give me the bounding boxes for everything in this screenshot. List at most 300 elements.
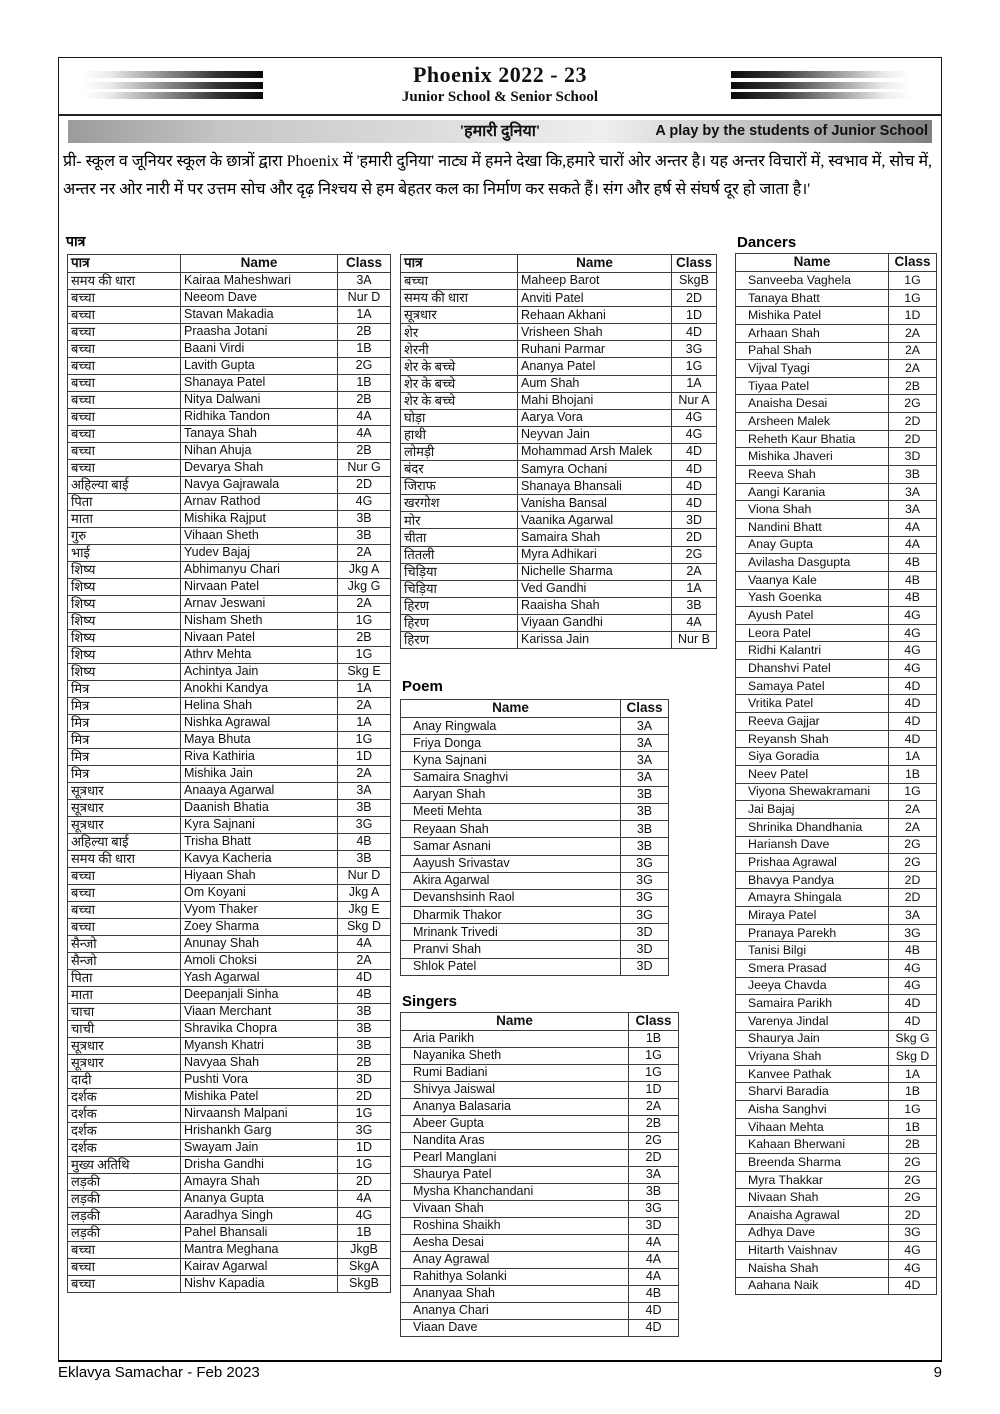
table-cell: बच्चा (68, 290, 181, 307)
table-cell: Mishika Jhaveri (736, 448, 889, 466)
table-cell: 4G (338, 1208, 391, 1225)
table-row (68, 375, 391, 392)
header-row (401, 700, 669, 718)
table-row (68, 1055, 391, 1072)
table-cell: 4A (338, 409, 391, 426)
table-cell: दर्शक (68, 1140, 181, 1157)
table-cell: JkgB (338, 1242, 391, 1259)
table-row (401, 495, 717, 512)
table-cell: बच्चा (68, 919, 181, 936)
table-cell: गुरु (68, 528, 181, 545)
table-cell: Ved Gandhi (518, 580, 672, 597)
table-cell: 3B (338, 800, 391, 817)
table-row (401, 735, 669, 752)
table-cell: अहिल्या बाई (68, 834, 181, 851)
table-cell: 4D (889, 1277, 937, 1295)
table-cell: Samar Asnani (401, 838, 621, 855)
table-cell: 4G (889, 959, 937, 977)
table-cell: Nishv Kapadia (181, 1276, 338, 1293)
table-cell: 4B (889, 942, 937, 960)
table-cell: अहिल्या बाई (68, 477, 181, 494)
table-cell: Neev Patel (736, 765, 889, 783)
table-row (68, 681, 391, 698)
table-cell: Om Koyani (181, 885, 338, 902)
table-row (401, 838, 669, 855)
section-label-poem: Poem (402, 678, 443, 695)
table-cell: Navya Gajrawala (181, 477, 338, 494)
table-cell: 2A (889, 801, 937, 819)
table-row (736, 518, 937, 536)
table-row (736, 289, 937, 307)
table-row (736, 624, 937, 642)
table-cell: चिड़िया (401, 563, 518, 580)
table-row (401, 426, 717, 443)
table-cell: 1D (338, 1140, 391, 1157)
table-row (736, 977, 937, 995)
column-header: Name (401, 1013, 629, 1031)
table-cell: हिरण (401, 631, 518, 648)
column-header: Class (629, 1013, 679, 1031)
table-cell: Pearl Manglani (401, 1150, 629, 1167)
table-cell: 3D (621, 941, 669, 958)
table-cell: 3A (338, 783, 391, 800)
table-cell: बच्चा (68, 885, 181, 902)
table-row (736, 466, 937, 484)
table-row (736, 483, 937, 501)
table-cell: 4D (672, 495, 717, 512)
table-row (401, 1269, 679, 1286)
table-cell: Mishika Rajput (181, 511, 338, 528)
table-cell: 3G (621, 872, 669, 889)
table-cell: शिष्य (68, 647, 181, 664)
table-cell: Vivaan Shah (401, 1201, 629, 1218)
table-row (68, 443, 391, 460)
table-row (736, 324, 937, 342)
table-cell: 1B (338, 341, 391, 358)
table-cell: Sharvi Baradia (736, 1083, 889, 1101)
table-cell: Rahithya Solanki (401, 1269, 629, 1286)
table-cell: Baani Virdi (181, 341, 338, 358)
table-cell: Trisha Bhatt (181, 834, 338, 851)
table-cell: 4D (889, 730, 937, 748)
table-cell: Roshina Shaikh (401, 1218, 629, 1235)
table-cell: 4D (672, 443, 717, 460)
table-cell: Yash Goenka (736, 589, 889, 607)
table-cell: बंदर (401, 461, 518, 478)
table-row (401, 855, 669, 872)
table-cell: Dharmik Thakor (401, 907, 621, 924)
table-cell: दर्शक (68, 1123, 181, 1140)
table-cell: Vyom Thaker (181, 902, 338, 919)
table-cell: 3B (629, 1184, 679, 1201)
table-row (401, 324, 717, 341)
table-cell: Arnav Jeswani (181, 596, 338, 613)
table-row (68, 664, 391, 681)
table-row (736, 571, 937, 589)
table-cell: Nichelle Sharma (518, 563, 672, 580)
table-cell: Arhaan Shah (736, 324, 889, 342)
table-cell: 4B (889, 554, 937, 572)
table-cell: Friya Donga (401, 735, 621, 752)
table-cell: 4G (889, 607, 937, 625)
table-row (68, 732, 391, 749)
table-row (68, 579, 391, 596)
table-cell: 1A (672, 375, 717, 392)
table-cell: 3A (621, 752, 669, 769)
table-row (68, 613, 391, 630)
table-cell: Shrinika Dhandhania (736, 818, 889, 836)
table-row (736, 1083, 937, 1101)
table-cell: Samaira Snaghvi (401, 769, 621, 786)
table-row (736, 783, 937, 801)
table-row (401, 409, 717, 426)
table-row (401, 563, 717, 580)
table-cell: बच्चा (68, 358, 181, 375)
table-cell: Amoli Choksi (181, 953, 338, 970)
table-cell: बच्चा (68, 902, 181, 919)
table-cell: Pranvi Shah (401, 941, 621, 958)
table-cell: बच्चा (68, 1242, 181, 1259)
table-cell: 3B (338, 851, 391, 868)
footer-issue-label: Eklavya Samachar - Feb 2023 (58, 1364, 260, 1381)
table-cell: Pushti Vora (181, 1072, 338, 1089)
table-row (401, 1184, 679, 1201)
table-cell: Pahal Shah (736, 342, 889, 360)
masthead (59, 58, 941, 116)
table-cell: बच्चा (68, 324, 181, 341)
table-row (401, 1252, 679, 1269)
table-cell: 4A (338, 426, 391, 443)
table-row (401, 1167, 679, 1184)
table-cell: Skg G (889, 1030, 937, 1048)
table-cell: मित्र (68, 698, 181, 715)
table-cell: Mysha Khanchandani (401, 1184, 629, 1201)
table-cell: मुख्य अतिथि (68, 1157, 181, 1174)
table-cell: बच्चा (68, 392, 181, 409)
table-cell: 2B (338, 443, 391, 460)
table-cell: 4G (889, 624, 937, 642)
table-cell: जिराफ (401, 478, 518, 495)
table-cell: 1G (889, 289, 937, 307)
table-cell: Reyansh Shah (736, 730, 889, 748)
header-row (401, 1013, 679, 1031)
table-cell: Anviti Patel (518, 290, 672, 307)
table-row (736, 959, 937, 977)
table-cell: Myra Thakkar (736, 1171, 889, 1189)
table-cell: 1G (629, 1065, 679, 1082)
table-cell: Abhimanyu Chari (181, 562, 338, 579)
table-cell: हिरण (401, 614, 518, 631)
table-row (401, 1235, 679, 1252)
table-cell: Viaan Dave (401, 1320, 629, 1337)
table-cell: Nisham Sheth (181, 613, 338, 630)
table-cell: मित्र (68, 732, 181, 749)
table-row (401, 290, 717, 307)
table-cell: 2G (629, 1133, 679, 1150)
table-cell: 2A (889, 818, 937, 836)
table-cell: बच्चा (68, 341, 181, 358)
table-cell: 3B (889, 466, 937, 484)
table-cell: 4G (889, 1259, 937, 1277)
dancers-table (735, 253, 937, 1295)
table-row (401, 924, 669, 941)
table-cell: 4D (338, 970, 391, 987)
table-cell: हिरण (401, 597, 518, 614)
cast-table-left (67, 254, 391, 1293)
table-cell: Devanshsinh Raol (401, 889, 621, 906)
table-row (736, 889, 937, 907)
table-cell: Adhya Dave (736, 1224, 889, 1242)
table-cell: 3G (672, 341, 717, 358)
table-row (68, 817, 391, 834)
table-cell: 1B (889, 1083, 937, 1101)
table-cell: मोर (401, 512, 518, 529)
table-cell: Reyaan Shah (401, 821, 621, 838)
table-cell: लोमड़ी (401, 443, 518, 460)
table-cell: Anokhi Kandya (181, 681, 338, 698)
table-cell: Kairav Agarwal (181, 1259, 338, 1276)
table-cell: Samaira Parikh (736, 995, 889, 1013)
table-row (401, 1133, 679, 1150)
table-cell: 3A (889, 483, 937, 501)
table-cell: Nihan Ahuja (181, 443, 338, 460)
table-row (401, 1099, 679, 1116)
table-row (736, 1154, 937, 1172)
table-cell: सूत्रधार (68, 783, 181, 800)
table-cell: Raaisha Shah (518, 597, 672, 614)
table-row (736, 801, 937, 819)
table-cell: Neeom Dave (181, 290, 338, 307)
table-row (68, 698, 391, 715)
table-row (401, 614, 717, 631)
table-cell: Amayra Shah (181, 1174, 338, 1191)
table-cell: बच्चा (68, 868, 181, 885)
table-cell: Bhavya Pandya (736, 871, 889, 889)
table-cell: शिष्य (68, 596, 181, 613)
table-row (736, 395, 937, 413)
column-header: Name (736, 254, 889, 272)
table-cell: Viyaan Gandhi (518, 614, 672, 631)
table-cell: 1D (889, 307, 937, 325)
table-cell: 4G (672, 409, 717, 426)
table-row (401, 631, 717, 648)
table-cell: 1G (889, 783, 937, 801)
table-row (68, 1276, 391, 1293)
table-cell: 3B (621, 803, 669, 820)
table-cell: Aria Parikh (401, 1031, 629, 1048)
table-cell: Reeva Gajjar (736, 713, 889, 731)
table-cell: Aisha Sanghvi (736, 1101, 889, 1119)
table-row (401, 341, 717, 358)
table-row (68, 1072, 391, 1089)
header-row (68, 255, 391, 273)
table-cell: तितली (401, 546, 518, 563)
table-row (736, 1118, 937, 1136)
table-cell: शेरनी (401, 341, 518, 358)
table-cell: 4A (672, 614, 717, 631)
table-row (68, 307, 391, 324)
table-row (401, 358, 717, 375)
table-cell: Myra Adhikari (518, 546, 672, 563)
table-cell: 3B (338, 1038, 391, 1055)
table-row (401, 803, 669, 820)
table-cell: 3A (629, 1167, 679, 1184)
table-cell: शिष्य (68, 579, 181, 596)
table-row (401, 752, 669, 769)
article-banner (68, 120, 932, 143)
table-cell: Ananya Patel (518, 358, 672, 375)
table-cell: 2G (672, 546, 717, 563)
table-cell: बच्चा (68, 1259, 181, 1276)
table-cell: 1A (338, 715, 391, 732)
table-row (736, 377, 937, 395)
table-row (68, 766, 391, 783)
table-cell: Pahel Bhansali (181, 1225, 338, 1242)
table-cell: Maya Bhuta (181, 732, 338, 749)
table-cell: 2A (338, 545, 391, 562)
table-cell: Swayam Jain (181, 1140, 338, 1157)
table-row (736, 677, 937, 695)
section-label-singers: Singers (402, 993, 458, 1010)
table-cell: 3A (889, 501, 937, 519)
column-header: Name (181, 255, 338, 273)
table-cell: Athrv Mehta (181, 647, 338, 664)
table-cell: Varenya Jindal (736, 1012, 889, 1030)
table-row (736, 1065, 937, 1083)
table-row (736, 695, 937, 713)
table-cell: Aaryan Shah (401, 786, 621, 803)
table-cell: Deepanjali Sinha (181, 987, 338, 1004)
table-cell: 3G (338, 1123, 391, 1140)
table-row (401, 958, 669, 975)
table-cell: चाची (68, 1021, 181, 1038)
table-cell: 3A (621, 735, 669, 752)
table-cell: Navyaa Shah (181, 1055, 338, 1072)
table-cell: दर्शक (68, 1106, 181, 1123)
table-cell: Miraya Patel (736, 907, 889, 925)
table-cell: 1B (629, 1031, 679, 1048)
table-cell: Hitarth Vaishnav (736, 1242, 889, 1260)
table-cell: Stavan Makadia (181, 307, 338, 324)
table-row (68, 494, 391, 511)
table-row (401, 307, 717, 324)
table-cell: Ananya Gupta (181, 1191, 338, 1208)
table-cell: Nur G (338, 460, 391, 477)
page-footer (58, 1364, 942, 1381)
table-cell: 2A (338, 953, 391, 970)
table-row (736, 272, 937, 290)
table-cell: Vijval Tyagi (736, 360, 889, 378)
table-cell: 3D (672, 512, 717, 529)
table-cell: Praasha Jotani (181, 324, 338, 341)
table-cell: Tanaya Bhatt (736, 289, 889, 307)
table-cell: Yash Agarwal (181, 970, 338, 987)
table-cell: Viaan Merchant (181, 1004, 338, 1021)
column-header: Name (401, 700, 621, 718)
table-cell: Devarya Shah (181, 460, 338, 477)
table-cell: Kanvee Pathak (736, 1065, 889, 1083)
table-cell: Skg E (338, 664, 391, 681)
table-cell: Mishika Patel (736, 307, 889, 325)
table-cell: शेर के बच्चे (401, 358, 518, 375)
table-row (736, 907, 937, 925)
table-row (68, 1259, 391, 1276)
table-cell: Vanisha Bansal (518, 495, 672, 512)
table-cell: Nur B (672, 631, 717, 648)
table-cell: सैन्जो (68, 936, 181, 953)
table-cell: Viona Shah (736, 501, 889, 519)
table-cell: 3B (621, 786, 669, 803)
table-row (401, 478, 717, 495)
table-cell: 4G (889, 642, 937, 660)
table-row (68, 273, 391, 290)
table-row (401, 529, 717, 546)
table-cell: 4D (672, 324, 717, 341)
table-cell: माता (68, 511, 181, 528)
table-cell: 1A (338, 681, 391, 698)
table-row (68, 477, 391, 494)
table-cell: 3G (621, 907, 669, 924)
table-cell: Hrishankh Garg (181, 1123, 338, 1140)
table-row (68, 562, 391, 579)
table-cell: शिष्य (68, 630, 181, 647)
newsletter-subtitle: Junior School & Senior School (401, 89, 599, 105)
newsletter-title: Phoenix 2022 - 23 (412, 62, 588, 87)
table-cell: Anaisha Agrawal (736, 1206, 889, 1224)
table-row (736, 1277, 937, 1295)
table-cell: 2G (889, 395, 937, 413)
table-row (68, 987, 391, 1004)
table-cell: Nur D (338, 290, 391, 307)
table-cell: Leora Patel (736, 624, 889, 642)
table-row (736, 836, 937, 854)
table-row (401, 872, 669, 889)
table-row (736, 554, 937, 572)
table-row (736, 1171, 937, 1189)
table-row (736, 342, 937, 360)
table-row (736, 430, 937, 448)
table-cell: 4A (629, 1269, 679, 1286)
table-cell: लड़की (68, 1225, 181, 1242)
table-cell: Vaanya Kale (736, 571, 889, 589)
play-title: 'हमारी दुनिया' (459, 123, 541, 140)
table-row (68, 1208, 391, 1225)
table-cell: Ridhi Kalantri (736, 642, 889, 660)
table-row (68, 324, 391, 341)
table-cell: Tiyaa Patel (736, 377, 889, 395)
table-cell: Sanveeba Vaghela (736, 272, 889, 290)
table-cell: Prishaa Agrawal (736, 854, 889, 872)
table-cell: 3G (621, 855, 669, 872)
table-cell: 2A (889, 342, 937, 360)
table-cell: Ananya Balasaria (401, 1099, 629, 1116)
table-cell: 4B (338, 834, 391, 851)
table-cell: चिड़िया (401, 580, 518, 597)
table-row (736, 1224, 937, 1242)
table-cell: Anaaya Agarwal (181, 783, 338, 800)
table-row (401, 718, 669, 735)
table-cell: Jai Bajaj (736, 801, 889, 819)
table-cell: Kairaa Maheshwari (181, 273, 338, 290)
table-cell: 2D (629, 1150, 679, 1167)
table-cell: 2D (889, 871, 937, 889)
play-subtitle: A play by the students of Junior School (655, 123, 928, 139)
section-label-dancers: Dancers (737, 234, 797, 251)
table-cell: लड़की (68, 1174, 181, 1191)
table-cell: Vihaan Sheth (181, 528, 338, 545)
table-row (736, 642, 937, 660)
table-cell: Nayanika Sheth (401, 1048, 629, 1065)
